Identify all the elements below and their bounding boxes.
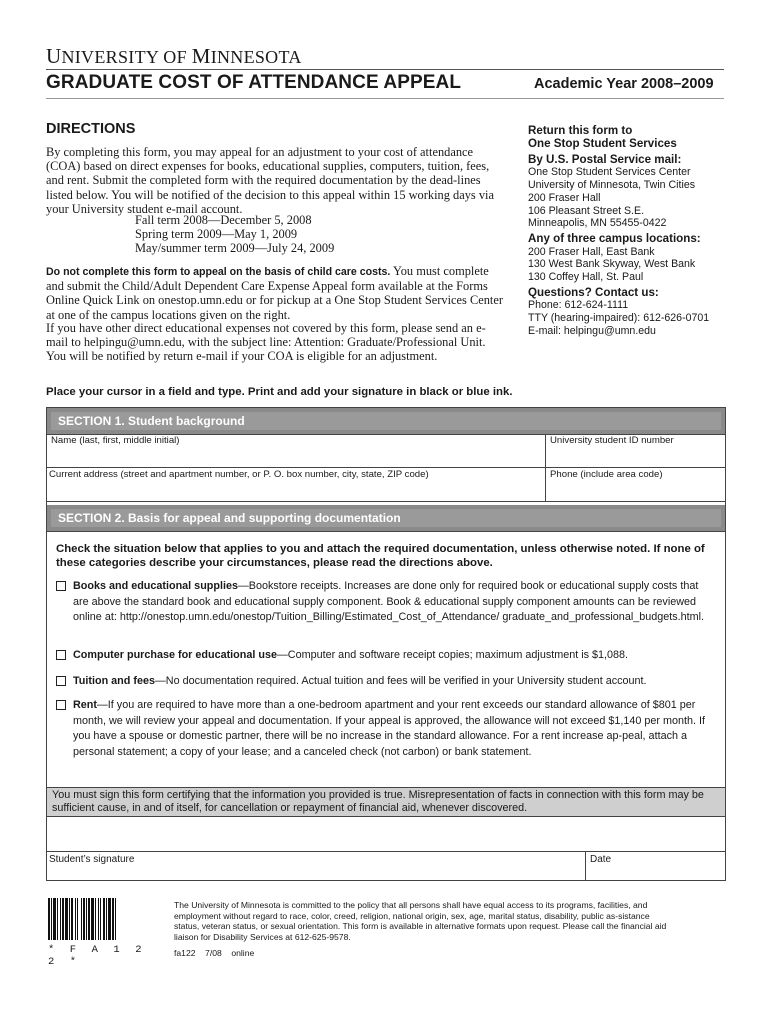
mail-line: 200 Fraser Hall xyxy=(528,191,601,204)
fill-instruction: Place your cursor in a field and type. Print and add your signature in black or blue ink. xyxy=(46,386,513,398)
phone-input[interactable] xyxy=(548,482,722,500)
barcode xyxy=(48,898,150,940)
directions-paragraph: By completing this form, you may appeal for an adjustment to your cost of attendance (COA) based on direct expenses for books, educational supplies, computers, tuition, fees, and rent. Submit the completed form with the required documentation by the dead-lines listed below. You will be notified of the decision to this appeal within 15 working days via your University student e-mail account. xyxy=(46,145,494,216)
barcode-bar xyxy=(75,898,76,940)
campus-line: 130 Coffey Hall, St. Paul xyxy=(528,271,644,284)
address-input[interactable] xyxy=(50,482,542,500)
return-heading-office: One Stop Student Services xyxy=(528,137,677,151)
questions-heading: Questions? Contact us: xyxy=(528,286,659,299)
section1-rule xyxy=(47,501,725,502)
mail-line: One Stop Student Services Center xyxy=(528,166,691,179)
form-title: GRADUATE COST OF ATTENDANCE APPEAL xyxy=(46,72,462,93)
option-label: Books and educational supplies xyxy=(73,580,238,592)
contact-block xyxy=(528,124,738,338)
barcode-bar xyxy=(100,898,101,940)
date-input[interactable] xyxy=(588,865,722,880)
barcode-bar xyxy=(95,898,96,940)
barcode-bar xyxy=(71,898,73,940)
barcode-bar xyxy=(83,898,85,940)
barcode-bar xyxy=(86,898,87,940)
option-description: —No documentation required. Actual tuition and fees will be verified in your University student account. xyxy=(154,675,647,687)
section1-divider xyxy=(545,434,546,501)
option-label: Rent xyxy=(73,699,97,711)
academic-year: Academic Year 2008–2009 xyxy=(534,76,714,92)
section1-title: SECTION 1. Student background xyxy=(58,414,245,428)
option-description: —Computer and software receipt copies; maximum adjustment is $1,088. xyxy=(276,649,629,661)
tuition-checkbox[interactable] xyxy=(56,676,66,686)
deadline-fall: Fall term 2008—December 5, 2008 xyxy=(135,213,312,227)
child-care-notice xyxy=(46,264,506,322)
equal-access-policy: The University of Minnesota is committed to the policy that all persons shall have equal access to its programs, facilities, and employment without regard to race, color, creed, religion, national origin, sex, age, marital status, disability, public as-sistance status, veteran status, or sexual orientation. This form is available in alternative formats upon request. Please call the financial aid liaison for Disability Services at 612-625-9578. xyxy=(174,900,667,942)
date-label: Date xyxy=(590,854,612,865)
deadline-list xyxy=(135,213,334,256)
form-identifier: fa122 7/08 online xyxy=(174,948,255,958)
return-heading: Return this form to xyxy=(528,124,633,137)
section2-rule xyxy=(47,531,725,532)
certification-text: You must sign this form certifying that the information you provided is true. Misrepresentation of facts in connection with this form may be sufficient cause, in and of itself, for cancellation or repayment of financial aid, whenever discovered. xyxy=(52,789,704,814)
option-rent xyxy=(56,698,716,762)
section2-instructions: Check the situation below that applies to you and attach the required documentation, unless otherwise noted. If none of these categories describe your circumstances, please read the directions above. xyxy=(56,543,705,569)
mail-line: 106 Pleasant Street S.E. xyxy=(528,204,645,217)
option-label: Tuition and fees xyxy=(73,675,155,687)
campus-line: 130 West Bank Skyway, West Bank xyxy=(528,258,696,271)
mail-heading: By U.S. Postal Service mail: xyxy=(528,152,682,166)
student-id-input[interactable] xyxy=(548,448,722,466)
mail-line: Minneapolis, MN 55455-0422 xyxy=(528,217,667,230)
barcode-bar xyxy=(60,898,61,940)
phone-label: Phone (include area code) xyxy=(550,469,663,480)
header-rule xyxy=(46,69,724,70)
tty-line: TTY (hearing-impaired): 612-626-0701 xyxy=(528,312,710,325)
barcode-bar xyxy=(103,898,105,940)
name-label: Name (last, first, middle initial) xyxy=(51,435,180,446)
books-checkbox[interactable] xyxy=(56,581,66,591)
barcode-bar xyxy=(69,898,70,940)
barcode-bar xyxy=(106,898,107,940)
signature-rule xyxy=(47,851,725,852)
rent-checkbox[interactable] xyxy=(56,700,66,710)
mail-line: University of Minnesota, Twin Cities xyxy=(528,179,696,192)
option-description: —If you are required to have more than a one-bedroom apartment and your rent exceeds our standard allowance of $801 per month, we will review your appeal and documentation. If your appeal is approved, the allowance will not exceed $1,140 per month. If you have a spouse or domestic partner, there will be no increase in the standard allowance. For a rent increase ap-peal, attach a personal statement; a copy of your lease; and a canceled check (not carbon) or bank statement. xyxy=(73,699,705,758)
student-id-label: University student ID number xyxy=(550,435,674,446)
barcode-bar xyxy=(62,898,64,940)
barcode-bar xyxy=(53,898,56,940)
computer-checkbox[interactable] xyxy=(56,650,66,660)
barcode-bar xyxy=(57,898,58,940)
barcode-bar xyxy=(115,898,116,940)
barcode-bar xyxy=(77,898,78,940)
barcode-bar xyxy=(65,898,68,940)
phone-line: Phone: 612-624-1111 xyxy=(528,299,629,312)
child-care-notice-bold: Do not complete this form to appeal on the basis of child care costs. xyxy=(46,266,391,278)
option-tuition xyxy=(56,674,716,690)
barcode-bar xyxy=(108,898,111,940)
other-expenses-paragraph: If you have other direct educational expenses not covered by this form, please send an e-mail to helpingu@umn.edu, with the subject line: Attention: Graduate/Professional Unit. You will be notified by return e-mail if your COA is eligible for an adjustment. xyxy=(46,321,486,364)
deadline-summer: May/summer term 2009—July 24, 2009 xyxy=(135,241,335,256)
signature-area xyxy=(50,866,582,880)
campus-heading: Any of three campus locations: xyxy=(528,232,701,246)
barcode-bar xyxy=(48,898,50,940)
campus-line: 200 Fraser Hall, East Bank xyxy=(528,245,655,258)
signature-label: Student’s signature xyxy=(49,854,135,865)
option-label: Computer purchase for educational use xyxy=(73,649,277,661)
barcode-text: * F A 1 2 2 * xyxy=(48,944,147,968)
section1-rule xyxy=(47,467,725,468)
option-books xyxy=(56,579,716,641)
barcode-bar xyxy=(112,898,114,940)
name-input[interactable] xyxy=(50,448,542,466)
directions-heading: DIRECTIONS xyxy=(46,121,136,137)
barcode-bar xyxy=(91,898,94,940)
address-label: Current address (street and apartment number, or P. O. box number, city, state, ZIP code) xyxy=(49,469,429,480)
deadline-spring: Spring term 2009—May 1, 2009 xyxy=(135,227,298,242)
option-computer xyxy=(56,648,716,664)
option-description: —Bookstore receipts. Increases are done only for required book or educational supply costs that are above the standard book and educational supply component. Book & educational supply component amounts can be reviewed online at: http://onestop.umn.edu/onestop/Tuition_Billing/Estimated_Cost_of_Attendance/ graduate_and_professional_budgets.html. xyxy=(73,580,705,624)
child-care-notice-text: You must complete and submit the Child/Adult Dependent Care Expense Appeal form available at the Forms Online Quick Link on onestop.umn.edu or for pickup at a One Stop Student Services Center at one of the campus locations given on the right. xyxy=(46,264,503,322)
barcode-bar xyxy=(81,898,82,940)
barcode-bar xyxy=(51,898,52,940)
barcode-bar xyxy=(88,898,90,940)
signature-divider xyxy=(585,851,586,880)
email-line: E-mail: helpingu@umn.edu xyxy=(528,325,656,337)
header-rule-secondary xyxy=(46,98,724,99)
university-wordmark: UNIVERSITY OF MINNESOTA xyxy=(46,44,302,68)
barcode-bar xyxy=(98,898,99,940)
section2-title: SECTION 2. Basis for appeal and supporting documentation xyxy=(58,511,401,525)
